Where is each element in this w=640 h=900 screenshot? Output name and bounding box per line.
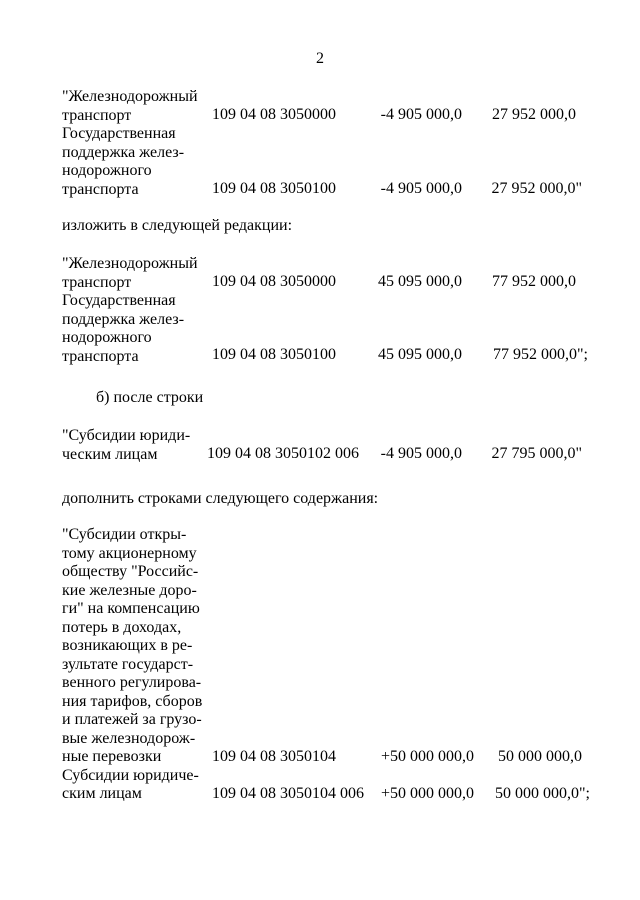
block2-row2-total: 77 952 000,0"; [493, 346, 588, 363]
block4-row2-total: 50 000 000,0"; [495, 785, 590, 802]
block4-name-line: венного регулирова- [62, 674, 202, 691]
block4-name-line: тому акционерному [62, 544, 197, 562]
block4-row2-code: 109 04 08 3050104 006 [212, 785, 364, 802]
block2-name-line: нодорожного [62, 329, 152, 346]
block3-row1-total: 27 795 000,0" [491, 445, 582, 462]
block1-name-line: Государственная [62, 125, 176, 142]
block4-name-line: ги" на компенсацию [62, 600, 200, 617]
block1-row1-code: 109 04 08 3050000 [212, 106, 336, 123]
block2-name-line: транспорта [62, 347, 139, 365]
block2-row1-delta: 45 095 000,0 [378, 273, 462, 290]
block4-name [62, 526, 202, 804]
block2-name-line: "Железнодорожный [62, 255, 198, 272]
block4-name-line: ные перевозки [62, 748, 162, 765]
block2-row1-code: 109 04 08 3050000 [212, 273, 336, 290]
block1-row2-delta: -4 905 000,0 [380, 180, 462, 197]
block2-name [62, 255, 198, 366]
block1-name-line: "Железнодорожный [62, 88, 198, 105]
block3-row1-code: 109 04 08 3050102 006 [207, 445, 359, 462]
block1-row2-total: 27 952 000,0" [491, 180, 582, 197]
block4-name-line: "Субсидии откры- [62, 526, 187, 543]
block2-name-line: транспорт [62, 273, 132, 291]
block2-row1-total: 77 952 000,0 [492, 273, 576, 290]
block1-name [62, 88, 198, 199]
block1-row1-delta: -4 905 000,0 [380, 106, 462, 123]
block4-name-line: вые железнодорож- [62, 729, 196, 747]
block4-row1-total: 50 000 000,0 [498, 748, 582, 765]
block1-name-line: транспорт [62, 106, 132, 124]
block4-name-line: обществу "Российс- [62, 563, 199, 580]
block4-name-line: ния тарифов, сборов [62, 692, 203, 710]
block4-name-line: возникающих в ре- [62, 637, 193, 654]
block1-name-line: поддержка желез- [62, 143, 185, 161]
block1-row2-code: 109 04 08 3050100 [212, 180, 336, 197]
block2-row2-code: 109 04 08 3050100 [212, 346, 336, 363]
page-number: 2 [316, 50, 324, 67]
block3-name-line: ческим лицам [62, 445, 158, 463]
block2-name-line: поддержка желез- [62, 310, 185, 328]
block2-row2-delta: 45 095 000,0 [378, 346, 462, 363]
block4-row1-code: 109 04 08 3050104 [212, 748, 336, 765]
block4-name-line: зультате государст- [62, 655, 194, 673]
block4-name-line: кие железные доро- [62, 581, 197, 599]
block3-name-line: "Субсидии юриди- [62, 427, 191, 444]
instruction-3: дополнить строками следующего содержания: [62, 490, 379, 507]
block3-name [62, 427, 190, 464]
block1-name-line: транспорта [62, 180, 139, 198]
block1-name-line: нодорожного [62, 162, 152, 179]
instruction-1: изложить в следующей редакции: [62, 217, 293, 234]
block4-name-line: Субсидии юридиче- [62, 766, 199, 784]
block4-name-line: ским лицам [62, 785, 142, 802]
block3-row1-delta: -4 905 000,0 [380, 445, 462, 462]
block4-name-line: и платежей за грузо- [62, 711, 202, 728]
block1-row1-total: 27 952 000,0 [492, 106, 576, 123]
block4-name-line: потерь в доходах, [62, 618, 182, 636]
block4-row2-delta: +50 000 000,0 [380, 785, 474, 802]
instruction-2: б) после строки [96, 389, 204, 406]
block4-row1-delta: +50 000 000,0 [380, 748, 474, 765]
block2-name-line: Государственная [62, 292, 176, 309]
